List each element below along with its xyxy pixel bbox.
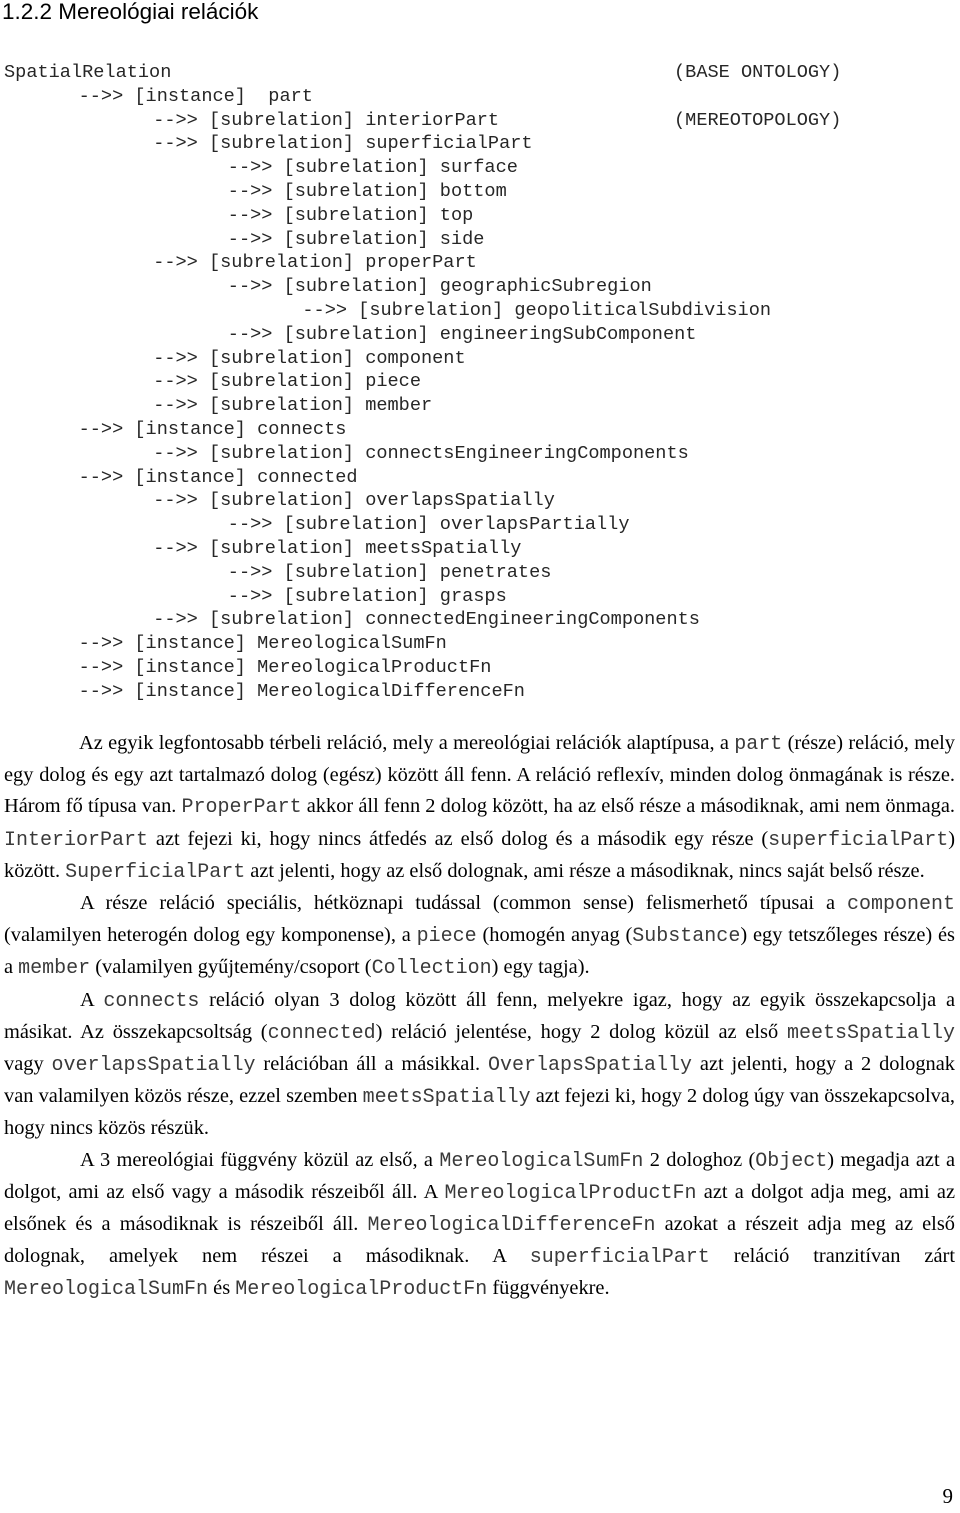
ontology-note: (MEREOTOPOLOGY)	[674, 109, 842, 131]
tree-line-text: SpatialRelation	[4, 62, 172, 83]
text-run: azt jelenti, hogy a 2 dolognak van valamilyen közös része, ezzel szemben	[4, 1053, 956, 1108]
tree-line-text: -->> [instance] part	[78, 85, 313, 107]
text-run: (valamilyen heterogén dolog egy komponense), a	[4, 924, 417, 947]
tree-line-text: -->> [subrelation] component	[153, 347, 466, 369]
code-term: part	[734, 733, 783, 756]
code-term: Substance	[632, 925, 741, 949]
code-term: InteriorPart	[4, 828, 149, 852]
tree-line-text: -->> [subrelation] meetsSpatially	[153, 537, 522, 559]
code-term: MereologicalProductFn	[444, 1181, 697, 1205]
text-run: függvényekre.	[487, 1277, 610, 1300]
section-heading: 1.2.2 Mereológiai relációk	[2, 0, 259, 24]
tree-line-text: -->> [subrelation] member	[153, 395, 433, 417]
text-run: és	[208, 1277, 236, 1300]
code-term: Object	[755, 1149, 828, 1173]
tree-line-text: -->> [subrelation] piece	[153, 371, 421, 393]
tree-line-text: -->> [subrelation] engineeringSubComponent	[227, 323, 697, 345]
tree-line	[4, 61, 874, 85]
text-run: azt jelenti, hogy az első dolognak, ami része a másodiknak, nincs saját belső része.	[245, 859, 925, 882]
tree-line	[4, 156, 874, 180]
tree-line-text: -->> [instance] MereologicalProductFn	[78, 656, 492, 678]
tree-line-text: -->> [instance] connects	[78, 418, 347, 440]
tree-line	[4, 632, 874, 656]
text-run: relációban áll a másikkal.	[255, 1053, 488, 1076]
text-run: Az egyik legfontosabb térbeli reláció, mely a mereológiai relációk alaptípusa, a	[79, 732, 735, 754]
text-run: azt fejezi ki, hogy nincs átfedés az első dolog és a második egy része (	[148, 827, 769, 850]
code-term: connected	[267, 1021, 376, 1045]
tree-line	[4, 585, 874, 609]
tree-line-text: -->> [subrelation] geopoliticalSubdivision	[302, 299, 772, 321]
body-text	[4, 728, 955, 1306]
tree-line-text: -->> [subrelation] connectsEngineeringComponents	[153, 442, 689, 464]
text-run: A része reláció speciális, hétköznapi tudással (common sense) felismerhető típusai a	[80, 892, 847, 915]
code-term: superficialPart	[768, 828, 949, 852]
tree-line-text: -->> [subrelation] interiorPart	[153, 109, 500, 131]
tree-line	[4, 394, 874, 418]
text-run: A	[80, 988, 104, 1011]
tree-line	[4, 109, 874, 133]
text-run: A 3 mereológiai függvény közül az első, a	[80, 1148, 440, 1171]
tree-line	[4, 85, 874, 109]
code-term: MereologicalSumFn	[439, 1149, 644, 1173]
tree-line	[4, 608, 874, 632]
text-run: azt fejezi ki, hogy 2 dolog úgy van összekapcsolva, hogy nincs közös részük.	[4, 1085, 955, 1140]
text-run: ) egy tetszőleges része) és a	[4, 924, 955, 979]
paragraph	[4, 888, 955, 985]
tree-line-text: -->> [subrelation] top	[227, 204, 474, 226]
ontology-note: (BASE ONTOLOGY)	[674, 62, 842, 83]
code-term: MereologicalDifferenceFn	[367, 1214, 656, 1238]
text-run: reláció tranzitívan zárt	[709, 1245, 955, 1268]
tree-line-text: -->> [subrelation] properPart	[153, 252, 477, 274]
tree-line-text: -->> [subrelation] geographicSubregion	[227, 276, 652, 298]
tree-line-text: -->> [subrelation] bottom	[227, 180, 507, 202]
tree-line-text: -->> [instance] connected	[78, 466, 358, 488]
relation-hierarchy	[4, 61, 874, 704]
code-term: overlapsSpatially	[51, 1054, 256, 1078]
tree-line	[4, 466, 874, 490]
text-run: ) reláció jelentése, hogy 2 dolog közül az első	[375, 1020, 787, 1043]
code-term: OverlapsSpatially	[487, 1054, 693, 1078]
tree-line-text: -->> [instance] MereologicalDifferenceFn	[78, 680, 525, 702]
text-run: ) megadja azt a dolgot, ami az első vagy a második részeiből áll. A	[4, 1148, 955, 1203]
text-run: reláció olyan 3 dolog között áll fenn, melyekre igaz, hogy az egyik összekapcsolja a másikat. Az összekapcsoltság (	[4, 988, 955, 1043]
text-run: (része) reláció, mely egy dolog és egy azt tartalmazó dolog (egész) között áll fenn. A reláció reflexív, minden dolog önmagának is része. Három fő típusa van.	[4, 732, 955, 818]
tree-line	[4, 204, 874, 228]
tree-line	[4, 370, 874, 394]
tree-line-text: -->> [subrelation] surface	[227, 157, 518, 179]
code-term: meetsSpatially	[362, 1086, 531, 1110]
tree-line-text: -->> [subrelation] overlapsPartially	[227, 514, 630, 536]
tree-line	[4, 489, 874, 513]
tree-line	[4, 251, 874, 275]
tree-line-text: -->> [subrelation] grasps	[227, 585, 507, 607]
tree-line-text: -->> [subrelation] penetrates	[227, 561, 552, 583]
code-term: ProperPart	[181, 796, 302, 820]
text-run: ) között.	[4, 827, 955, 882]
tree-line	[4, 656, 874, 680]
text-run: ) egy tagja).	[491, 956, 590, 979]
tree-line	[4, 561, 874, 585]
text-run: azokat a részeit adja meg az első dolognak, amelyek nem részei a másodiknak. A	[4, 1213, 955, 1268]
tree-line	[4, 513, 874, 537]
paragraph	[4, 1145, 955, 1306]
tree-line-text: -->> [subrelation] connectedEngineeringComponents	[153, 609, 700, 631]
tree-line	[4, 228, 874, 252]
code-term: SuperficialPart	[65, 860, 246, 884]
code-term: superficialPart	[529, 1246, 710, 1270]
code-term: MereologicalProductFn	[235, 1278, 488, 1302]
tree-line	[4, 299, 874, 323]
tree-line	[4, 442, 874, 466]
code-term: meetsSpatially	[786, 1021, 955, 1045]
text-run: akkor áll fenn 2 dolog között, ha az első része a másodiknak, ami nem önmaga.	[301, 795, 955, 818]
tree-line-text: -->> [subrelation] superficialPart	[153, 133, 533, 155]
code-term: component	[846, 893, 955, 917]
tree-line	[4, 418, 874, 442]
tree-line	[4, 275, 874, 299]
text-run: azt a dolgot adja meg, ami az elsőnek és a másodiknak is részeiből áll.	[4, 1180, 956, 1236]
tree-line	[4, 180, 874, 204]
code-term: connects	[103, 989, 200, 1013]
code-term: member	[18, 957, 91, 981]
tree-line	[4, 347, 874, 371]
tree-line	[4, 323, 874, 347]
code-term: MereologicalSumFn	[4, 1278, 209, 1302]
code-term: Collection	[371, 957, 492, 981]
text-run: (valamilyen gyűjtemény/csoport (	[90, 956, 372, 979]
tree-line	[4, 132, 874, 156]
tree-line-text: -->> [instance] MereologicalSumFn	[78, 633, 447, 655]
text-run: vagy	[4, 1053, 52, 1076]
text-run: 2 dologhoz (	[643, 1148, 756, 1171]
tree-line	[4, 680, 874, 704]
code-term: piece	[416, 925, 477, 949]
text-run: (homogén anyag (	[476, 924, 633, 947]
tree-line-text: -->> [subrelation] side	[227, 228, 485, 250]
tree-line	[4, 537, 874, 561]
paragraph	[4, 728, 955, 888]
paragraph	[4, 985, 955, 1145]
page-number: 9	[942, 1484, 953, 1508]
tree-line-text: -->> [subrelation] overlapsSpatially	[153, 490, 555, 512]
